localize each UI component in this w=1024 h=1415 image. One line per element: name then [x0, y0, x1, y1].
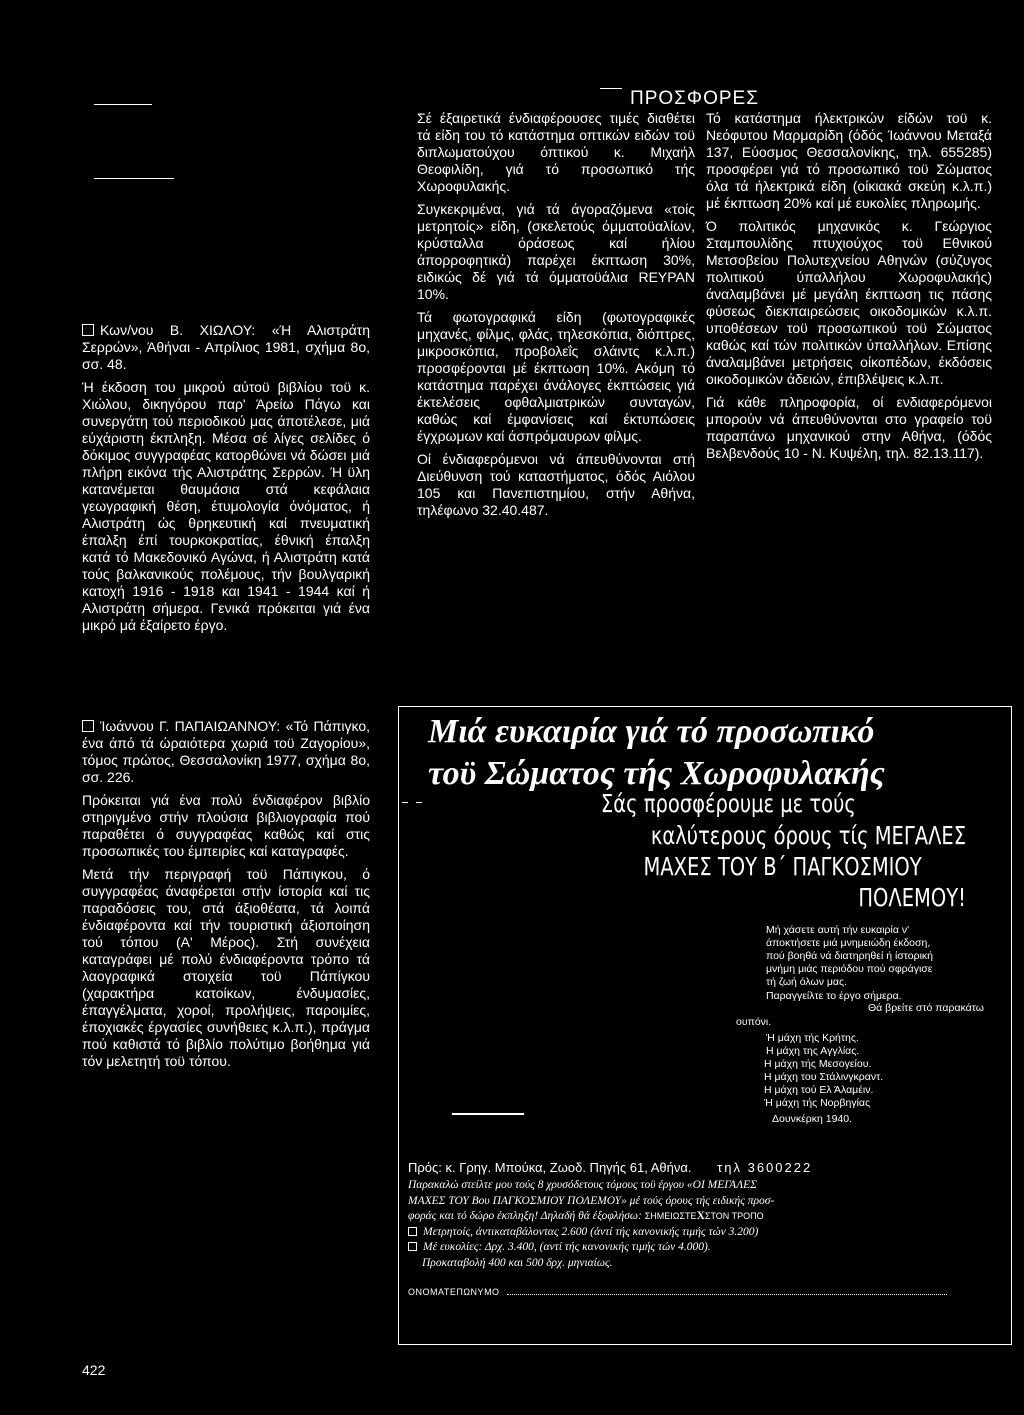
ad-subheading-line1: Σάς προσφέρουμε με τούς	[601, 789, 856, 818]
order-recipient: Πρός: κ. Γρηγ. Μπούκα, Ζωοδ. Πηγής 61, Αθήνα.	[408, 1160, 692, 1175]
checkbox-icon	[82, 720, 94, 732]
option-label: Μετρητοίς, άντικαταβάλοντας 2.600 (άντί τής κανονικής τιμής τών 3.200)	[423, 1225, 759, 1238]
offer-paragraph: Συγκεκριμένα, γιά τά άγοραζόμενα «τοίς μετρητοίς» είδη, (σκελετούς όμματοϋαλίων, κρύσταλλα όράσεως καί ήλίου άπορροφητικά) παρέχει έκπτωση 30%, ειδικώς δέ γιά τά όμματοϋάλια REYPAN 10%.	[417, 201, 695, 302]
offer-paragraph: Ό πολιτικός μηχανικός κ. Γεώργιος Σταμπουλίδης πτυχιούχος τοϋ Εθνικού Μετσοβείου Πολυτεχνείου Αθηνών (σύζυγος πολιτικού ύπαλλήλου Χωροφυλακής) άναλαμβάνει μέ μεγάλη έκπτωση τις πάσης φύσεως διεκπαιρεώσεις οικοδομικών κ.λ.π. υποθέσεων τοϋ προσωπικού τοϋ Σώματος καθώς καί τών πολιτικών ύπαλλήλων. Επίσης άναλαμβάνει μετρήσεις οίκοπέδων, έκδόσεις οικοδομικών άδειών, έπιβλέψεις κ.λ.π.	[706, 218, 992, 387]
name-dotted-line[interactable]	[507, 1294, 947, 1295]
ad-subheading-line4: ΠΟΛΕΜΟΥ!	[858, 883, 966, 912]
review-title-text: Ίωάννου Γ. ΠΑΠΑΙΩΑΝΝΟΥ: «Τό Πάπιγκο, ένα άπό τά ώραιότερα χωριά τοϋ Ζαγορίου», τόμος πρώτος, Θεσσαλονίκη 1977, σχήμα 8ο, σσ. 226.	[82, 718, 370, 785]
review-body: Μετά τήν περιγραφή τοϋ Πάπιγκου, ό συγγραφέας άναφέρεται στήν ίστορία καί τις παραδόσεις του, στά άξιοθέατα, τά λοιπά ένδιαφέροντα καί τήν τουριστική άξιοποίηση τού τόπου (Α' Μέρος). Στή συνέχεια καταγράφει μέ πολύ ένδιαφέροντα τρόπο τά λαογραφικά στοιχεία τοϋ Πάπίγκου (χαρακτήρα κατοίκων, ένδυμασίες, έπαγγέλματα, χοροί, προλήψεις, παροιμίες, έποχιακές έργασίες συνήθειες κ.λ.π.), πράγμα πού καθιστά τό βιβλίο πολύτιμο βοήθημα γιά τόν μελετητή τοϋ τόπου.	[82, 866, 370, 1069]
battle-item: Δουνκέρκη 1940.	[772, 1113, 853, 1125]
order-option-cash[interactable]	[408, 1225, 1008, 1241]
ad-text-4: μνήμη μιάς περιόδου πού σφράγισε	[766, 963, 933, 975]
ad-headline-line1: Μιά ευκαιρία γιά τό προσωπικό	[428, 713, 875, 750]
offer-paragraph: Γιά κάθε πληροφορία, οί ενδιαφερόμενοι μπορούν νά άπευθύνονται στο γραφείο τοϋ παραπάνω μηχανικού στην Αθήνα, (όδός Βελβενδούς 10 - Ν. Κυψέλη, τηλ. 82.13.117).	[706, 394, 992, 461]
review-title	[82, 718, 370, 786]
ad-divider	[452, 1113, 524, 1115]
offer-paragraph: Οί ένδιαφερόμενοι νά άπευθύνονται στή Διεύθυνση τού καταστήματος, όδός Αιόλου 105 και Πανεπιστημίου, στήν Αθήνα, τηλέφωνο 32.40.487.	[417, 451, 695, 518]
checkbox-icon[interactable]	[408, 1242, 417, 1251]
offers-middle-column	[417, 110, 695, 519]
order-line: Προκαταβολή 400 και 500 δρχ. μηνιαίως.	[422, 1256, 613, 1269]
order-note: ΣΗΜΕΙΩΣΤΕ	[644, 1211, 697, 1221]
ad-text-8: ουπόνι.	[736, 1016, 772, 1028]
order-line: Παρακαλώ στείλτε μου τούς 8 χρυσόδετους τόμους τοϋ έργου «ΟΙ ΜΕΓΑΛΕΣ	[408, 1179, 757, 1191]
order-address	[408, 1160, 1008, 1175]
top-rule-1	[94, 104, 152, 105]
checkbox-icon	[82, 324, 94, 336]
battle-item: Η μάχη τής Μεσογείου.	[764, 1058, 872, 1070]
offer-paragraph: Τά φωτογραφικά είδη (φωτογραφικές μηχανές, φίλμς, φλάς, τηλεσκόπια, διόπτρες, μικροσκόπια, προβολεΐς σλάιντς κ.λ.π.) προσφέρονται μέ έκπτωση 10%. Ακόμη τό κατάστημα παρέχει άνάλογες έκπτώσεις γιά έκτελέσεις οφθαλμιατρικών συνταγών, καθώς καί έμφανίσεις καί έκτυπώσεις έγχρωμων καί άσπρόμαυρων φίλμς.	[417, 309, 695, 444]
offer-paragraph: Σέ έξαιρετικά ένδιαφέρουσες τιμές διαθέτει τά είδη του τό κατάστημα οπτικών ειδών τοϋ διπλωματούχου όπτικού κ. Μιχαήλ Θεοφιλίδη, γιά τό προσωπικό τής Χωροφυλακής.	[417, 110, 695, 194]
battle-item: Η μάχη της Αγγλίας.	[766, 1045, 860, 1057]
mark-x: X	[696, 1210, 705, 1222]
review-aristrati	[82, 322, 370, 634]
ad-headline-line2: τοϋ Σώματος τής Χωροφυλακής	[428, 755, 885, 792]
offers-right-column	[706, 110, 992, 462]
offer-paragraph: Τό κατάστημα ήλεκτρικών είδών τοϋ κ. Νεόφυτου Μαρμαρίδη (όδός Ίωάννου Μεταξά 137, Εύοσμος Θεσσαλονίκης, τηλ. 655285) προσφέρει γιά τό προσωπικό τοϋ Σώματος όλα τά ήλεκτρικά είδη (οίκιακά σκεύη κ.λ.π.) μέ έκπτωση 20% καί μέ ευκολίες πληρωμής.	[706, 110, 992, 211]
name-label: ΟΝΟΜΑΤΕΠΩΝΥΜΟ	[408, 1287, 500, 1297]
checkbox-icon[interactable]	[408, 1227, 417, 1236]
battle-item: Η μάχη τού Ελ Άλαμέιν.	[764, 1084, 874, 1096]
battle-item: Η μάχη του Στάλινγκραντ.	[764, 1071, 884, 1083]
page-number: 422	[82, 1362, 106, 1378]
battle-item: Ή μάχη τής Κρήτης.	[766, 1032, 859, 1044]
ad-subheading-line2: καλύτερους όρους τίς ΜΕΓΑΛΕΣ	[650, 821, 966, 850]
review-body: Ή έκδοση του μικρού αύτοϋ βιβλίου τοϋ κ. Χιώλου, δικηγόρου παρ' Άρείω Πάγω και συνεργάτη τού περιοδικού μας άποτέλεσε, μιά εύχάριστη έκπληξη. Μέσα σέ λίγες σελίδες ό δόκιμος συγγραφέας κατορθώνει νά δώσει μιά πλήρη εικόνα τής Αλιστράτης Σερρών. Ή ϋλη κατανέμεται θαυμάσια στά κεφάλαια γεωγραφική θέση, έτυμολογία όνόματος, ή Αλιστράτη ώς θρηκευτική καί πνευματική έπαλξη έπί τουρκοκρατίας, έθνική έπαλξη κατά τό Μακεδονικό Αγώνα, ή Αλιστράτη κατά τούς βαλκανικούς πολέμους, τήν βουλγαρική κατοχή 1916 - 1918 και 1941 - 1944 καί ή Αλιστράτη σήμερα. Γενικά πρόκειται γιά ένα μικρό μά έξαίρετο έργο.	[82, 379, 370, 633]
ad-dash	[402, 802, 408, 803]
top-rule-2	[94, 178, 174, 179]
ad-text-3: πού βοηθά νά διατηρηθεί ή ίστορική	[766, 950, 934, 962]
review-body: Πρόκειται γιά ένα πολύ ένδιαφέρον βιβλίο στηριγμένο στήν πλούσια βιβλιογραφία πού παραθέτει ό συγγραφέας καθώς καί στις προσωπικές του έμπειρίες καί καταγραφές.	[82, 792, 370, 859]
ad-text-5: τή ζωή όλων μας.	[766, 976, 847, 988]
review-papigko	[82, 718, 370, 1070]
order-line-text: φοράς και τό δώρο έκπληξη! Δηλαδή θά έξοφλήσω:	[408, 1210, 645, 1222]
name-field[interactable]	[408, 1287, 1008, 1297]
ad-subheading-line3: ΜΑΧΕΣ ΤΟΥ Β΄ ΠΑΓΚΟΣΜΙΟΥ	[643, 852, 922, 881]
order-form-text	[408, 1178, 1008, 1271]
order-option-installments[interactable]	[408, 1240, 1008, 1256]
order-phone: τηλ 3600222	[717, 1160, 813, 1175]
ad-text-1: Μή χάσετε αυτή τήν ευκαιρία ν'	[766, 924, 910, 936]
ad-dash	[416, 802, 422, 803]
ad-text-2: άποκτήσετε μιά μνημειώδη έκδοση,	[766, 937, 931, 949]
review-title-text: Κων/νου Β. ΧΙΩΛΟΥ: «Ή Αλιστράτη Σερρών», Άθήναι - Απρίλιος 1981, σχήμα 8ο, σσ. 48.	[82, 322, 370, 372]
battle-item: Ή μάχη τής Νορβηγίας	[764, 1097, 871, 1109]
review-title	[82, 322, 370, 373]
order-line	[408, 1209, 1008, 1225]
offers-title: ΠΡΟΣΦΟΡΕΣ	[630, 88, 759, 109]
ad-text-7: Θά βρείτε στό παρακάτω	[868, 1002, 984, 1014]
order-line: ΜΑΧΕΣ ΤΟΥ Βου ΠΑΓΚΟΣΜΙΟΥ ΠΟΛΕΜΟΥ» μέ τούς όρους τής ειδικής προσ-	[408, 1194, 775, 1207]
order-note: ΣΤΟΝ ΤΡΟΠΟ	[704, 1211, 764, 1221]
ad-text-6: Παραγγείλτε το έργο σήμερα.	[766, 990, 902, 1002]
option-label: Μέ ευκολίες: Δρχ. 3.400, (αντί τής κανονικής τιμής τών 4.000).	[423, 1241, 711, 1253]
offers-rule	[600, 88, 622, 89]
